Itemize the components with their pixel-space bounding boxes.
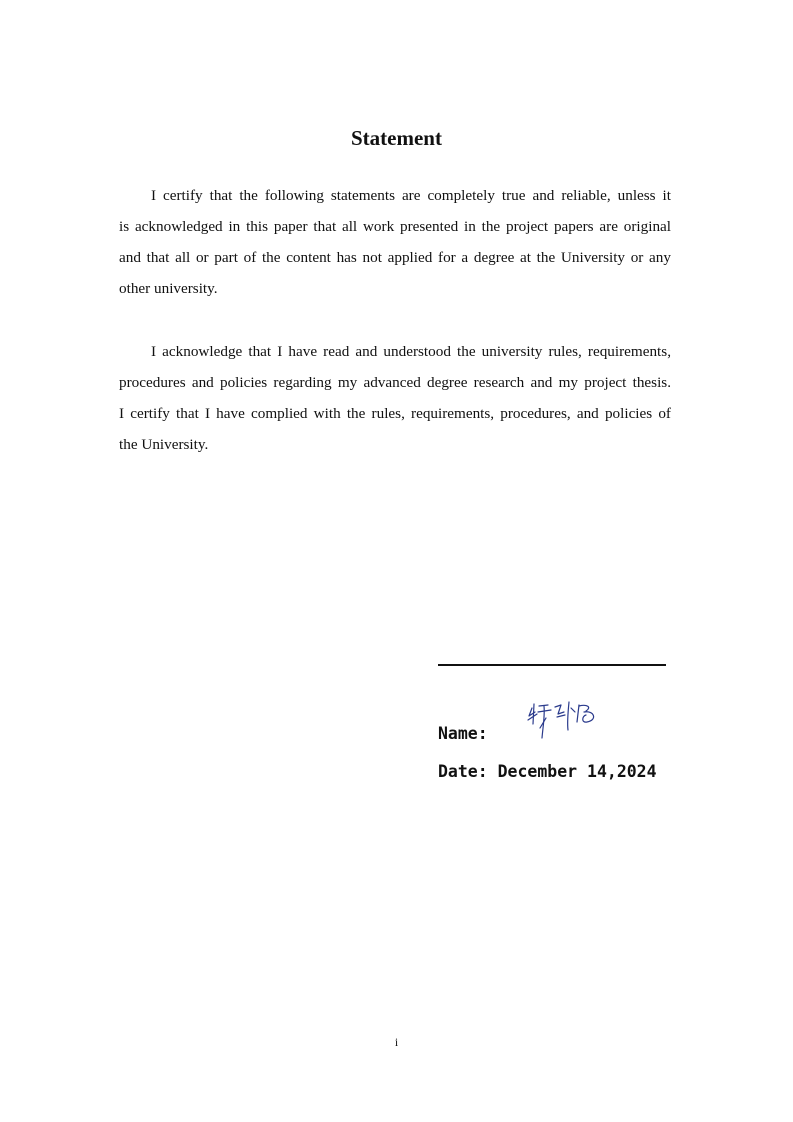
page-number: i — [394, 1035, 399, 1049]
name-label: Name: — [438, 724, 488, 743]
name-row — [438, 724, 488, 743]
paragraph-line: procedures and policies regarding my advanced degree research and my project thesis. — [119, 374, 671, 391]
statement-paragraph-2 — [119, 336, 671, 460]
handwritten-signature — [524, 698, 604, 744]
page-title: Statement — [351, 126, 442, 150]
signature-line — [438, 664, 666, 666]
date-row — [438, 762, 657, 781]
date-value: December 14,2024 — [497, 762, 657, 781]
paragraph-line: the University. — [119, 436, 209, 453]
statement-paragraph-1 — [119, 180, 671, 304]
paragraph-line: and that all or part of the content has not applied for a degree at the University or any — [119, 249, 671, 266]
paragraph-line: is acknowledged in this paper that all work presented in the project papers are original — [119, 218, 671, 235]
paragraph-line: I certify that the following statements are completely true and reliable, unless it — [151, 187, 671, 204]
paragraph-line: I certify that I have complied with the rules, requirements, procedures, and policies of — [119, 405, 671, 422]
date-label: Date: — [438, 762, 488, 781]
paragraph-line: I acknowledge that I have read and understood the university rules, requirements, — [151, 343, 671, 360]
paragraph-line: other university. — [119, 280, 218, 297]
